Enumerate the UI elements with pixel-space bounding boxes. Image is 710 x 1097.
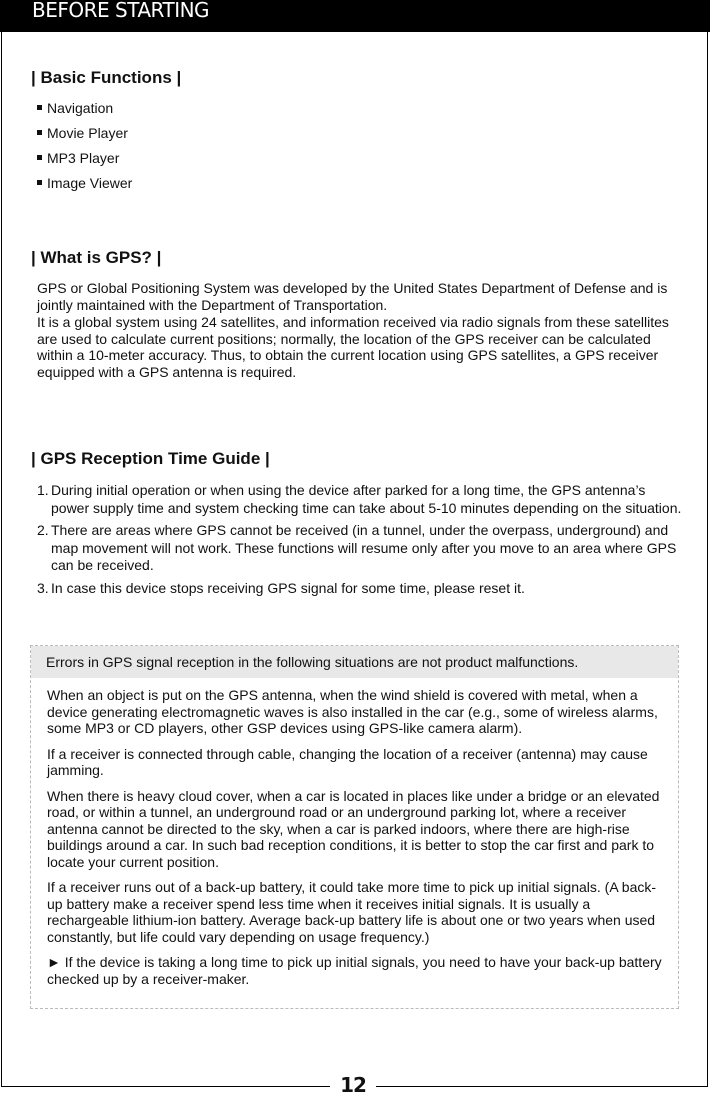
list-item: Image Viewer <box>37 175 132 200</box>
notice-paragraph: If a receiver runs out of a back-up battery, it could take more time to pick up initial signals. (A back-up battery make a receiver spend less time when it receives initial signals. It is usually a rechargeable lithium-ion battery. Average back-up battery life is about one or two years when used constantly, but life could vary depending on usage frequency.) <box>47 879 657 945</box>
gps-paragraph-1: GPS or Global Positioning System was developed by the United States Department of Defense and is jointly maintained with the Department of Transportation. <box>37 280 668 313</box>
page-number: 12 <box>330 1073 376 1097</box>
basic-functions-list <box>37 100 132 200</box>
item-number: 2. <box>37 522 49 538</box>
reception-guide-heading: | GPS Reception Time Guide | <box>31 449 270 468</box>
section-header: BEFORE STARTING <box>0 0 710 32</box>
notice-paragraph: If a receiver is connected through cable, changing the location of a receiver (antenna) may cause jamming. <box>47 745 648 778</box>
list-item <box>37 522 687 575</box>
list-item <box>37 580 687 598</box>
gps-paragraph-2: It is a global system using 24 satellites, and information received via radio signals from these satellites are used to calculate current positions; normally, the location of the GPS receiver can be calculated within a 10-meter accuracy. Thus, to obtain the current location using GPS satellites, a GPS receiver equipped with a GPS antenna is required. <box>37 314 669 380</box>
reception-guide-list <box>37 482 687 602</box>
notice-title: Errors in GPS signal reception in the following situations are not product malfunctions. <box>31 646 678 678</box>
item-text: During initial operation or when using the device after parked for a long time, the GPS antenna’s power supply time and system checking time can take about 5-10 minutes depending on the situation. <box>51 482 682 516</box>
item-text: There are areas where GPS cannot be received (in a tunnel, under the overpass, underground) and map movement will not work. These functions will resume only after you move to an area where GPS can be received. <box>51 522 677 573</box>
what-is-gps-heading: | What is GPS? | <box>31 248 162 267</box>
notice-box <box>30 645 679 1009</box>
list-item: Navigation <box>37 100 132 125</box>
notice-paragraph: When an object is put on the GPS antenna, when the wind shield is covered with metal, when a device generating electromagnetic waves is also installed in the car (e.g., some of wireless alarms, some MP3 or CD players, other GSP devices using GPS-like camera alarm). <box>47 687 658 736</box>
notice-paragraph: When there is heavy cloud cover, when a car is located in places like under a bridge or an elevated road, or within a tunnel, an underground road or an underground parking lot, where a receiver antenna cannot be directed to the sky, when a car is parked indoors, where there are high-rise buildings around a car. In such bad reception conditions, it is better to stop the car first and park to locate your current position. <box>47 787 660 870</box>
list-item <box>37 482 687 517</box>
item-number: 1. <box>37 482 49 498</box>
list-item: MP3 Player <box>37 150 132 175</box>
item-text: In case this device stops receiving GPS signal for some time, please reset it. <box>51 579 525 596</box>
basic-functions-heading: | Basic Functions | <box>31 68 182 87</box>
item-number: 3. <box>37 579 49 596</box>
list-item: Movie Player <box>37 125 132 150</box>
notice-paragraph: ► If the device is taking a long time to pick up initial signals, you need to have your back-up battery checked up by a receiver-maker. <box>47 954 662 987</box>
